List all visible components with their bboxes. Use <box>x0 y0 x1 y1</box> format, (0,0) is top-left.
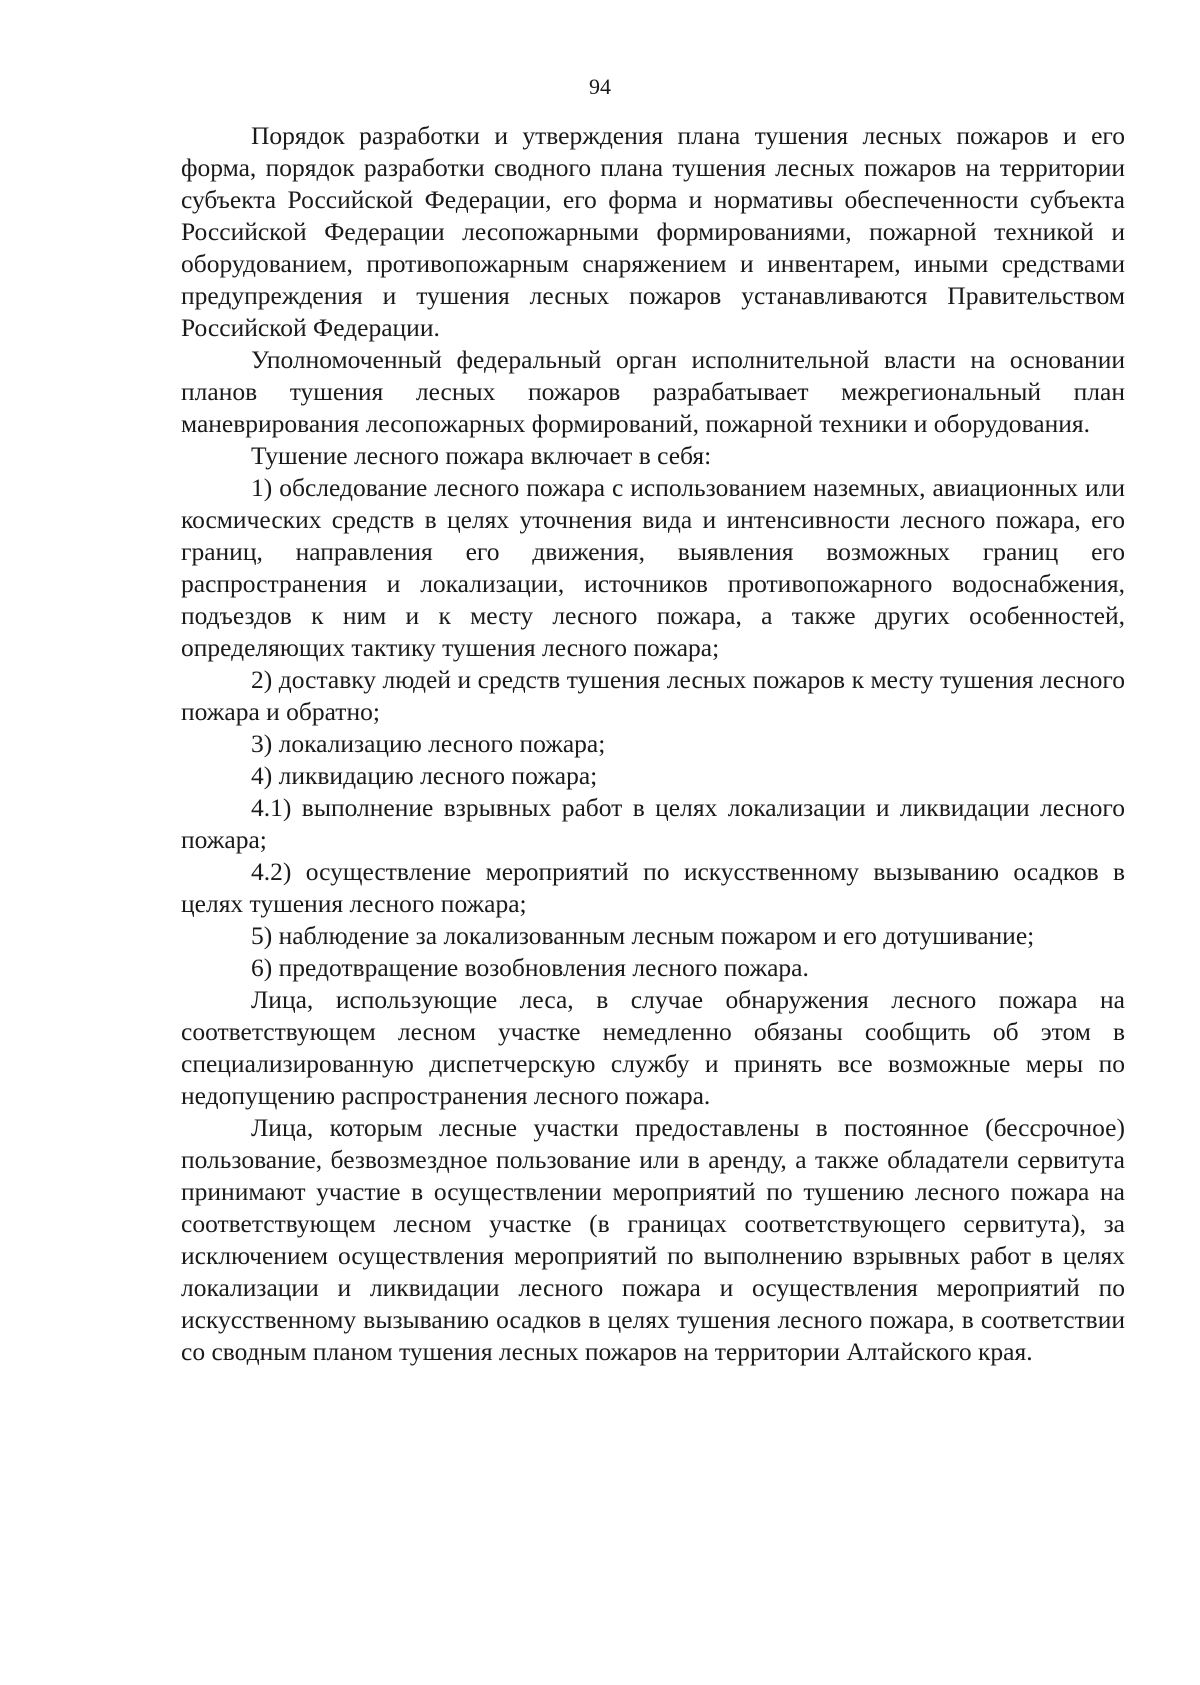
paragraph-forest-users-duty: Лица, использующие леса, в случае обнаружения лесного пожара на соответствующем лесном участке немедленно обязаны сообщить об этом в специализированную диспетчерскую службу и принять все возможные меры по недопущению распространения лесного пожара. <box>181 985 1125 1110</box>
paragraph-participants: Лица, которым лесные участки предоставлены в постоянное (бессрочное) пользование, безвозмездное пользование или в аренду, а также обладатели сервитута принимают участие в осуществлении мероприятий по тушению лесного пожара на соответствующем лесном участке (в границах соответствующего сервитута), за исключением осуществления мероприятий по выполнению взрывных работ в целях локализации и ликвидации лесного пожара и осуществления мероприятий по искусственному вызыванию осадков в целях тушения лесного пожара, в соответствии со сводным планом тушения лесных пожаров на территории Алтайского края. <box>181 1113 1125 1366</box>
list-item-3: 3) локализацию лесного пожара; <box>251 729 606 758</box>
list-item-4: 4) ликвидацию лесного пожара; <box>251 761 598 790</box>
page-number: 94 <box>589 74 611 99</box>
list-item-1: 1) обследование лесного пожара с использованием наземных, авиационных или космических средств в целях уточнения вида и интенсивности лесного пожара, его границ, направления его движения, выявления возможных границ его распространения и локализации, источников противопожарного водоснабжения, подъездов к ним и к месту лесного пожара, а также других особенностей, определяющих тактику тушения лесного пожара; <box>181 473 1125 662</box>
document-body <box>181 120 1125 1368</box>
list-item-2: 2) доставку людей и средств тушения лесных пожаров к месту тушения лесного пожара и обратно; <box>181 665 1125 726</box>
paragraph-fire-plan-procedure: Порядок разработки и утверждения плана тушения лесных пожаров и его форма, порядок разработки сводного плана тушения лесных пожаров на территории субъекта Российской Федерации, его форма и нормативы обеспеченности субъекта Российской Федерации лесопожарными формированиями, пожарной техникой и оборудованием, противопожарным снаряжением и инвентарем, иными средствами предупреждения и тушения лесных пожаров устанавливаются Правительством Российской Федерации. <box>181 121 1125 342</box>
list-item-4-1: 4.1) выполнение взрывных работ в целях локализации и ликвидации лесного пожара; <box>181 793 1125 854</box>
paragraph-extinguishing-includes: Тушение лесного пожара включает в себя: <box>251 441 712 470</box>
list-item-5: 5) наблюдение за локализованным лесным пожаром и его дотушивание; <box>251 921 1035 950</box>
list-item-4-2: 4.2) осуществление мероприятий по искусственному вызыванию осадков в целях тушения лесного пожара; <box>181 857 1125 918</box>
list-item-6: 6) предотвращение возобновления лесного пожара. <box>251 953 809 982</box>
paragraph-interregional-plan: Уполномоченный федеральный орган исполнительной власти на основании планов тушения лесных пожаров разрабатывает межрегиональный план маневрирования лесопожарных формирований, пожарной техники и оборудования. <box>181 345 1125 438</box>
